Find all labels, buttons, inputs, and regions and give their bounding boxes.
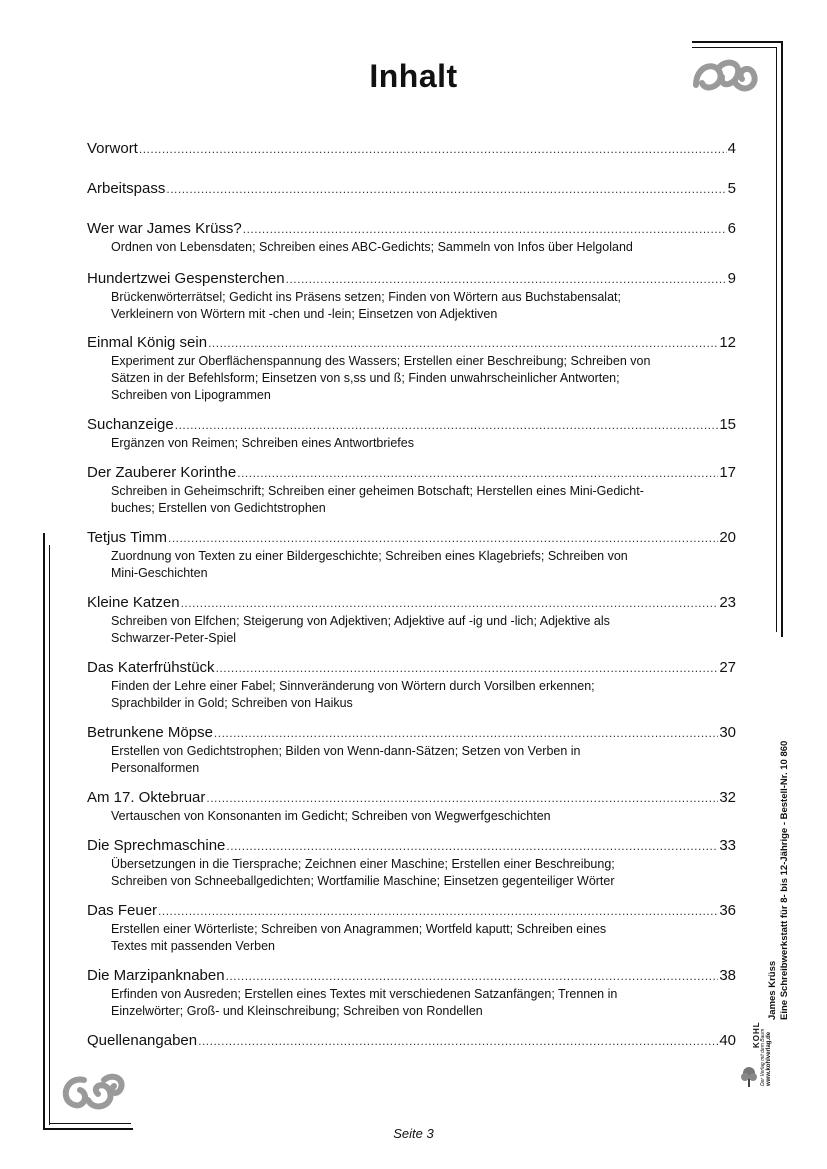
- frame-left-outer: [43, 533, 45, 1130]
- toc-entry: [87, 179, 736, 199]
- toc-entry-line: [87, 593, 736, 613]
- toc-dot-leader: [166, 180, 726, 199]
- toc-description-line: Brückenwörterrätsel; Gedicht ins Präsens setzen; Finden von Wörtern aus Buchstabensalat;: [111, 290, 621, 304]
- toc-dot-leader: [181, 594, 719, 613]
- toc-entry-page: 20: [719, 529, 736, 546]
- toc-entry: [87, 593, 736, 647]
- toc-entry-line: [87, 901, 736, 921]
- toc-entry-line: [87, 528, 736, 548]
- toc-description-line: Schreiben von Elfchen; Steigerung von Adjektiven; Adjektive auf -ig und -lich; Adjektive als: [111, 614, 610, 628]
- frame-bottom-inner: [49, 1123, 131, 1124]
- toc-entry-line: [87, 658, 736, 678]
- toc-entry: [87, 415, 736, 452]
- toc-description-line: Finden der Lehre einer Fabel; Sinnveränderung von Wörtern durch Vorsilben erkennen;: [111, 679, 595, 693]
- publisher-name: KOHL: [752, 1021, 761, 1048]
- toc-entry-title: Einmal König sein: [87, 334, 208, 351]
- toc-entry-title: Betrunkene Möpse: [87, 724, 213, 741]
- toc-entry-line: [87, 333, 736, 353]
- toc-entry-title: Vorwort: [87, 140, 138, 157]
- publisher-url: www.kohlverlag.de: [766, 1031, 772, 1086]
- toc-dot-leader: [158, 902, 718, 921]
- toc-entry-page: 27: [719, 659, 736, 676]
- toc-entry: [87, 658, 736, 712]
- toc-entry-title: Wer war James Krüss?: [87, 220, 242, 237]
- toc-entry-line: [87, 415, 736, 435]
- page-title: Inhalt: [369, 58, 458, 94]
- toc-entry: [87, 901, 736, 955]
- toc-description-line: Übersetzungen in die Tiersprache; Zeichnen einer Maschine; Erstellen einer Beschreibung;: [111, 857, 615, 871]
- toc-description-line: Sprachbilder in Gold; Schreiben von Haikus: [111, 696, 353, 710]
- frame-left-inner: [49, 545, 50, 1125]
- frame-right-outer: [781, 41, 783, 637]
- toc-entry-description: [111, 483, 711, 517]
- toc-description-line: Zuordnung von Texten zu einer Bildergeschichte; Schreiben eines Klagebriefs; Schreiben von: [111, 549, 628, 563]
- toc-entry-title: Hundertzwei Gespensterchen: [87, 270, 285, 287]
- toc-entry-page: 12: [719, 334, 736, 351]
- toc-entry-line: [87, 1031, 736, 1051]
- toc-dot-leader: [226, 967, 719, 986]
- toc-entry-title: Am 17. Oktebruar: [87, 789, 206, 806]
- toc-dot-leader: [214, 724, 718, 743]
- toc-entry-page: 5: [727, 180, 736, 197]
- toc-entry: [87, 269, 736, 323]
- toc-entry-description: [111, 613, 711, 647]
- side-info: [767, 741, 791, 1020]
- toc-entry-line: [87, 269, 736, 289]
- toc-dot-leader: [226, 837, 718, 856]
- toc-entry-description: [111, 856, 711, 890]
- toc-entry-title: Tetjus Timm: [87, 529, 168, 546]
- toc-entry-line: [87, 179, 736, 199]
- toc-description-line: Erstellen einer Wörterliste; Schreiben von Anagrammen; Wortfeld kaputt; Schreiben eines: [111, 922, 607, 936]
- toc-entry-title: Die Sprechmaschine: [87, 837, 226, 854]
- toc-description-line: Erfinden von Ausreden; Erstellen eines Textes mit verschiedenen Satzanfängen; Trennen in: [111, 987, 618, 1001]
- frame-top-inner: [692, 47, 777, 48]
- toc-entry: [87, 788, 736, 825]
- toc-description-line: Ordnen von Lebensdaten; Schreiben eines ABC-Gedichts; Sammeln von Infos über Helgoland: [111, 240, 633, 254]
- toc-entry-page: 36: [719, 902, 736, 919]
- tree-icon: [740, 1066, 758, 1088]
- toc-entry-description: [111, 239, 711, 256]
- toc-dot-leader: [208, 334, 718, 353]
- toc-entry-line: [87, 836, 736, 856]
- toc-entry-description: [111, 678, 711, 712]
- toc-entry-line: [87, 219, 736, 239]
- toc-entry-page: 6: [727, 220, 736, 237]
- toc-description-line: Sätzen in der Befehlsform; Einsetzen von s,ss und ß; Finden unwahrscheinlicher Antworten;: [111, 371, 620, 385]
- toc-dot-leader: [175, 416, 719, 435]
- toc-description-line: buches; Erstellen von Gedichtstrophen: [111, 501, 326, 515]
- toc-entry-page: 9: [727, 270, 736, 287]
- toc-entry: [87, 966, 736, 1020]
- toc-entry-page: 38: [719, 967, 736, 984]
- toc-entry: [87, 836, 736, 890]
- toc-entry-page: 32: [719, 789, 736, 806]
- toc-entry: [87, 723, 736, 777]
- toc-entry-description: [111, 435, 711, 452]
- toc-dot-leader: [198, 1032, 718, 1051]
- toc-entry-title: Suchanzeige: [87, 416, 174, 433]
- toc-entry-line: [87, 966, 736, 986]
- toc-entry-page: 33: [719, 837, 736, 854]
- toc-description-line: Verkleinern von Wörtern mit -chen und -lein; Einsetzen von Adjektiven: [111, 307, 498, 321]
- toc-entry-page: 15: [719, 416, 736, 433]
- frame-right-inner: [776, 47, 777, 632]
- toc-entry-description: [111, 289, 711, 323]
- toc-entry: [87, 219, 736, 256]
- toc-entry-title: Der Zauberer Korinthe: [87, 464, 237, 481]
- toc-entry-title: Quellenangaben: [87, 1032, 198, 1049]
- toc-description-line: Ergänzen von Reimen; Schreiben eines Antwortbriefes: [111, 436, 414, 450]
- page-number: Seite 3: [393, 1126, 434, 1141]
- toc-entry-title: Arbeitspass: [87, 180, 166, 197]
- toc-dot-leader: [237, 464, 718, 483]
- ornament-swirl-icon: [58, 1070, 128, 1112]
- toc-entry-page: 23: [719, 594, 736, 611]
- toc-entry-title: Das Katerfrühstück: [87, 659, 215, 676]
- toc-entry-page: 4: [727, 140, 736, 157]
- side-subtitle: Eine Schreibwerkstatt für 8- bis 12-Jährige - Bestell-Nr. 10 860: [779, 740, 790, 1020]
- toc-entry-line: [87, 139, 736, 159]
- toc-entry-title: Die Marzipanknaben: [87, 967, 225, 984]
- toc-entry-description: [111, 743, 711, 777]
- frame-top-outer: [692, 41, 783, 43]
- toc-entry-title: Das Feuer: [87, 902, 158, 919]
- toc-dot-leader: [206, 789, 718, 808]
- toc-entry: [87, 528, 736, 582]
- toc-entry-page: 40: [719, 1032, 736, 1049]
- toc-entry-line: [87, 463, 736, 483]
- toc-entry-page: 17: [719, 464, 736, 481]
- toc-dot-leader: [139, 140, 727, 159]
- toc-dot-leader: [168, 529, 718, 548]
- toc-description-line: Mini-Geschichten: [111, 566, 208, 580]
- toc-entry-title: Kleine Katzen: [87, 594, 180, 611]
- toc-entry-description: [111, 921, 711, 955]
- toc-description-line: Schwarzer-Peter-Spiel: [111, 631, 237, 645]
- toc-entry: [87, 1031, 736, 1051]
- toc-entry: [87, 139, 736, 159]
- ornament-swirl-icon: [690, 55, 760, 99]
- toc-description-line: Einzelwörter; Groß- und Kleinschreibung; Schreiben von Rondellen: [111, 1004, 483, 1018]
- toc-dot-leader: [243, 220, 727, 239]
- toc-entry: [87, 463, 736, 517]
- toc-entry-description: [111, 548, 711, 582]
- toc-entry-description: [111, 353, 711, 404]
- toc-entry: [87, 333, 736, 404]
- toc-entry-line: [87, 788, 736, 808]
- publisher-logo: [738, 1008, 774, 1088]
- toc-dot-leader: [216, 659, 719, 678]
- toc-entry-line: [87, 723, 736, 743]
- toc-description-line: Vertauschen von Konsonanten im Gedicht; Schreiben von Wegwerfgeschichten: [111, 809, 551, 823]
- toc-description-line: Schreiben in Geheimschrift; Schreiben einer geheimen Botschaft; Herstellen eines Mini-Gedicht-: [111, 484, 644, 498]
- toc-dot-leader: [286, 270, 727, 289]
- toc-entry-page: 30: [719, 724, 736, 741]
- toc-description-line: Experiment zur Oberflächenspannung des Wassers; Erstellen einer Beschreibung; Schreiben von: [111, 354, 651, 368]
- toc-entry-description: [111, 808, 711, 825]
- side-author: James Krüss: [767, 960, 778, 1020]
- toc-description-line: Erstellen von Gedichtstrophen; Bilden von Wenn-dann-Sätzen; Setzen von Verben in: [111, 744, 581, 758]
- toc-description-line: Personalformen: [111, 761, 200, 775]
- toc-description-line: Schreiben von Lipogrammen: [111, 388, 271, 402]
- toc-description-line: Schreiben von Schneeballgedichten; Wortfamilie Maschine; Einsetzen gegenteiliger Wörter: [111, 874, 615, 888]
- toc-entry-description: [111, 986, 711, 1020]
- toc-description-line: Textes mit passenden Verben: [111, 939, 275, 953]
- publisher-tagline: Der Verlag mit dem Baum: [760, 1028, 766, 1086]
